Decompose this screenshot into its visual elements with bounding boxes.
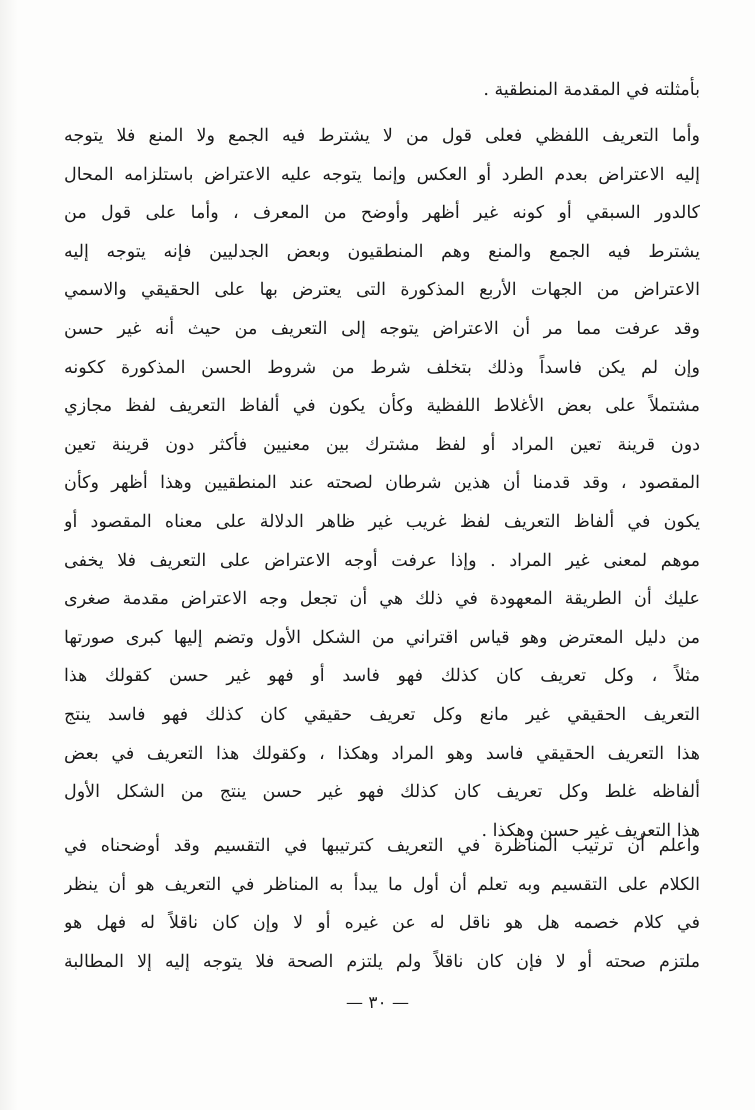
paragraph-definition-objections <box>64 117 700 850</box>
text-line: هذا التعريف غير حسن وهكذا . <box>481 820 700 841</box>
text-line: مثلاً ، وكل تعريف كان كذلك فهو فاسد أو فهو غير حسن كقولك هذا <box>64 666 700 687</box>
continuation-line: بأمثلته في المقدمة المنطقية . <box>483 80 700 100</box>
page-number: — ٣٠ — <box>345 993 410 1013</box>
text-line: وإن لم يكن فاسداً وذلك بتخلف شرط من شروط الحسن المذكورة ككونه <box>64 357 700 378</box>
text-line: وأما التعريف اللفظي فعلى قول من لا يشترط فيه الجمع ولا المنع فلا يتوجه <box>64 126 700 146</box>
text-line: مشتملاً على بعض الأغلاط اللفظية وكأن يكون في ألفاظ التعريف لفظ مجازي <box>64 396 700 417</box>
text-line: موهم لمعنى غير المراد . وإذا عرفت أوجه الاعتراض على التعريف فلا يخفى <box>64 550 700 571</box>
text-line: الكلام على التقسيم وبه تعلم أن أول ما يبدأ به المناظر في التعريف هو أن ينظر <box>64 874 700 895</box>
text-line: في كلام خصمه هل هو ناقل له عن غيره أو لا وإن كان ناقلاً له فهل هو <box>64 913 700 934</box>
text-line: ملتزم صحته أو لا فإن كان ناقلاً ولم يلتزم الصحة فلا يتوجه إليه إلا المطالبة <box>64 951 700 972</box>
text-line: دون قرينة تعين المراد أو لفظ مشترك بين معنيين فأكثر دون قرينة تعين <box>64 434 700 455</box>
paragraph-debate-order <box>64 827 700 981</box>
text-line: المقصود ، وقد قدمنا أن هذين شرطان لصحته عند المنطقيين وهذا أظهر وكأن <box>64 473 700 494</box>
text-line: يكون في ألفاظ التعريف لفظ غريب غير ظاهر الدلالة على معناه المقصود أو <box>64 511 700 532</box>
text-line: ألفاظه غلط وكل تعريف كان كذلك فهو غير حسن ينتج من الشكل الأول <box>64 782 700 803</box>
text-line: التعريف الحقيقي غير مانع وكل تعريف حقيقي كان كذلك فهو فاسد ينتج <box>64 704 700 725</box>
text-line: وقد عرفت مما مر أن الاعتراض يتوجه إلى التعريف من حيث أنه غير حسن <box>64 318 700 339</box>
text-line: واعلم أن ترتيب المناظرة في التعريف كترتيبها في التقسيم وقد أوضحناه في <box>64 836 700 856</box>
text-line: الاعتراض من الجهات الأربع المذكورة التى يعترض بها على الحقيقي والاسمي <box>64 280 700 301</box>
text-line: إليه الاعتراض بعدم الطرد أو العكس وإنما يتوجه عليه الاعتراض باستلزامه المحال <box>64 164 700 185</box>
scan-edge-shadow <box>0 0 18 1110</box>
text-line: من دليل المعترض وهو قياس اقتراني من الشكل الأول وتضم إليها كبرى صورتها <box>64 627 700 648</box>
text-line: هذا التعريف الحقيقي فاسد وهو المراد وهكذا ، وكقولك هذا التعريف في بعض <box>64 743 700 764</box>
text-line: يشترط فيه الجمع والمنع وهم المنطقيون وبعض الجدليين فإنه يتوجه إليه <box>64 241 700 262</box>
text-line: كالدور السبقي أو كونه غير أظهر وأوضح من المعرف ، وأما على قول من <box>64 203 700 224</box>
text-line: عليك أن الطريقة المعهودة في ذلك هي أن تجعل وجه الاعتراض مقدمة صغرى <box>64 589 700 610</box>
